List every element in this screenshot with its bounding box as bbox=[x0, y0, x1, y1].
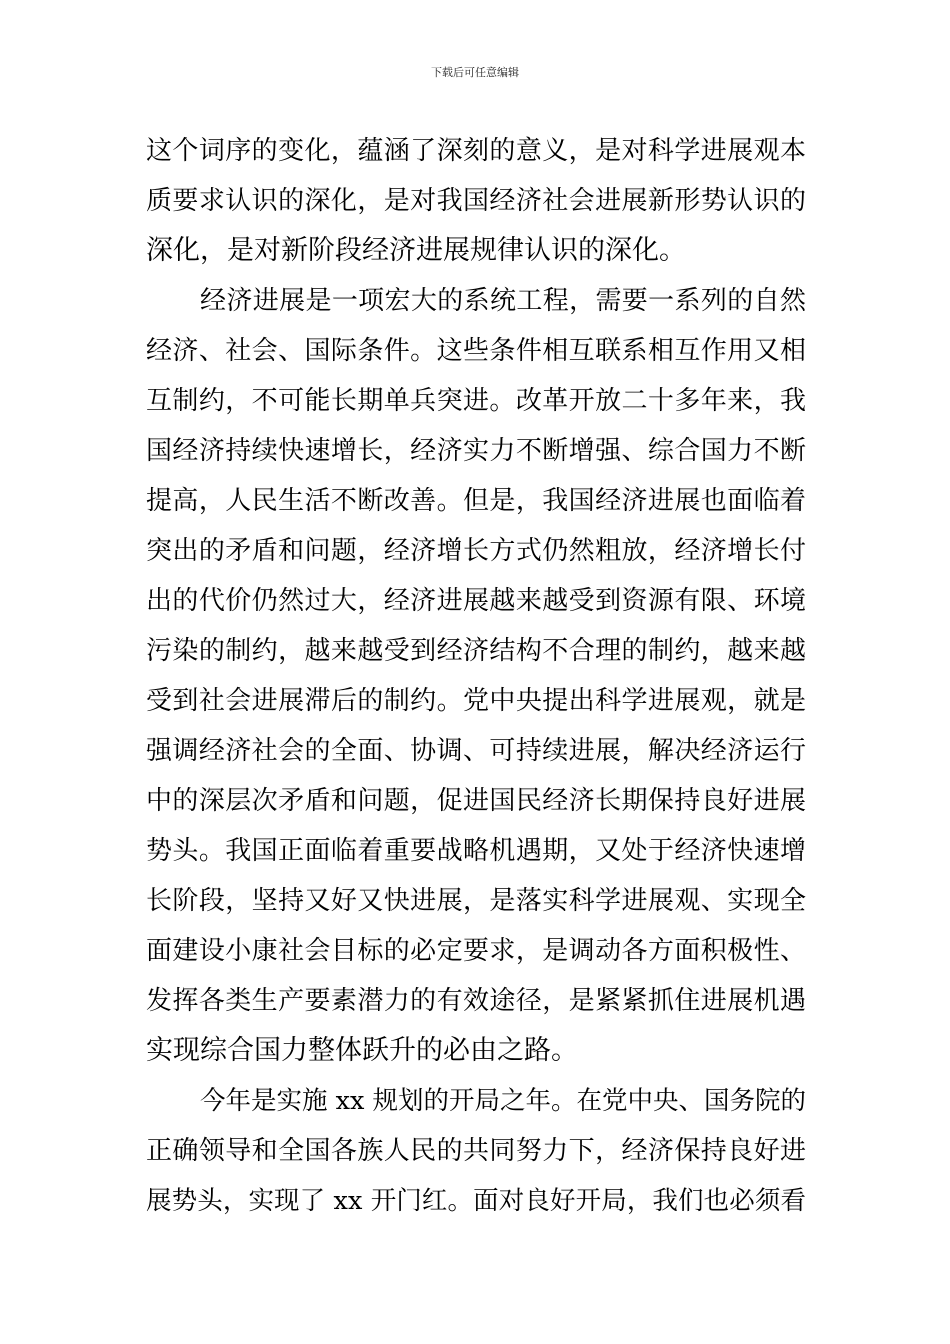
text-line: 发挥各类生产要素潜力的有效途径，是紧紧抓住进展机遇 bbox=[146, 986, 806, 1016]
text-line: 面建设小康社会目标的必定要求，是调动各方面积极性、 bbox=[146, 936, 806, 966]
text-line: 展势头，实现了 xx 开门红。面对良好开局，我们也必须看 bbox=[146, 1186, 806, 1216]
text-line: 污染的制约，越来越受到经济结构不合理的制约，越来越 bbox=[146, 636, 806, 666]
text-line: 今年是实施 xx 规划的开局之年。在党中央、国务院的 bbox=[200, 1086, 806, 1116]
text-line: 互制约，不可能长期单兵突进。改革开放二十多年来，我 bbox=[146, 386, 806, 416]
text-line: 长阶段，坚持又好又快进展，是落实科学进展观、实现全 bbox=[146, 886, 806, 916]
text-line: 国经济持续快速增长，经济实力不断增强、综合国力不断 bbox=[146, 436, 806, 466]
text-line: 经济、社会、国际条件。这些条件相互联系相互作用又相 bbox=[146, 336, 806, 366]
text-line: 经济进展是一项宏大的系统工程，需要一系列的自然 bbox=[200, 286, 806, 316]
text-line: 突出的矛盾和问题，经济增长方式仍然粗放，经济增长付 bbox=[146, 536, 806, 566]
text-line: 深化，是对新阶段经济进展规律认识的深化。 bbox=[146, 235, 686, 266]
text-line: 实现综合国力整体跃升的必由之路。 bbox=[146, 1035, 578, 1066]
paragraph-2 bbox=[146, 276, 806, 1076]
paragraph-3 bbox=[146, 1076, 806, 1226]
body-text bbox=[146, 126, 806, 1226]
paragraph-1 bbox=[146, 126, 806, 276]
text-line: 受到社会进展滞后的制约。党中央提出科学进展观，就是 bbox=[146, 686, 806, 716]
text-line: 质要求认识的深化，是对我国经济社会进展新形势认识的 bbox=[146, 186, 806, 216]
text-line: 强调经济社会的全面、协调、可持续进展，解决经济运行 bbox=[146, 736, 806, 766]
page-header: 下载后可任意编辑 bbox=[431, 66, 519, 79]
text-line: 提高，人民生活不断改善。但是，我国经济进展也面临着 bbox=[146, 486, 806, 516]
text-line: 出的代价仍然过大，经济进展越来越受到资源有限、环境 bbox=[146, 586, 806, 616]
text-line: 中的深层次矛盾和问题，促进国民经济长期保持良好进展 bbox=[146, 786, 806, 816]
text-line: 势头。我国正面临着重要战略机遇期，又处于经济快速增 bbox=[146, 836, 806, 866]
text-line: 这个词序的变化，蕴涵了深刻的意义，是对科学进展观本 bbox=[146, 136, 806, 166]
text-line: 正确领导和全国各族人民的共同努力下，经济保持良好进 bbox=[146, 1136, 806, 1166]
